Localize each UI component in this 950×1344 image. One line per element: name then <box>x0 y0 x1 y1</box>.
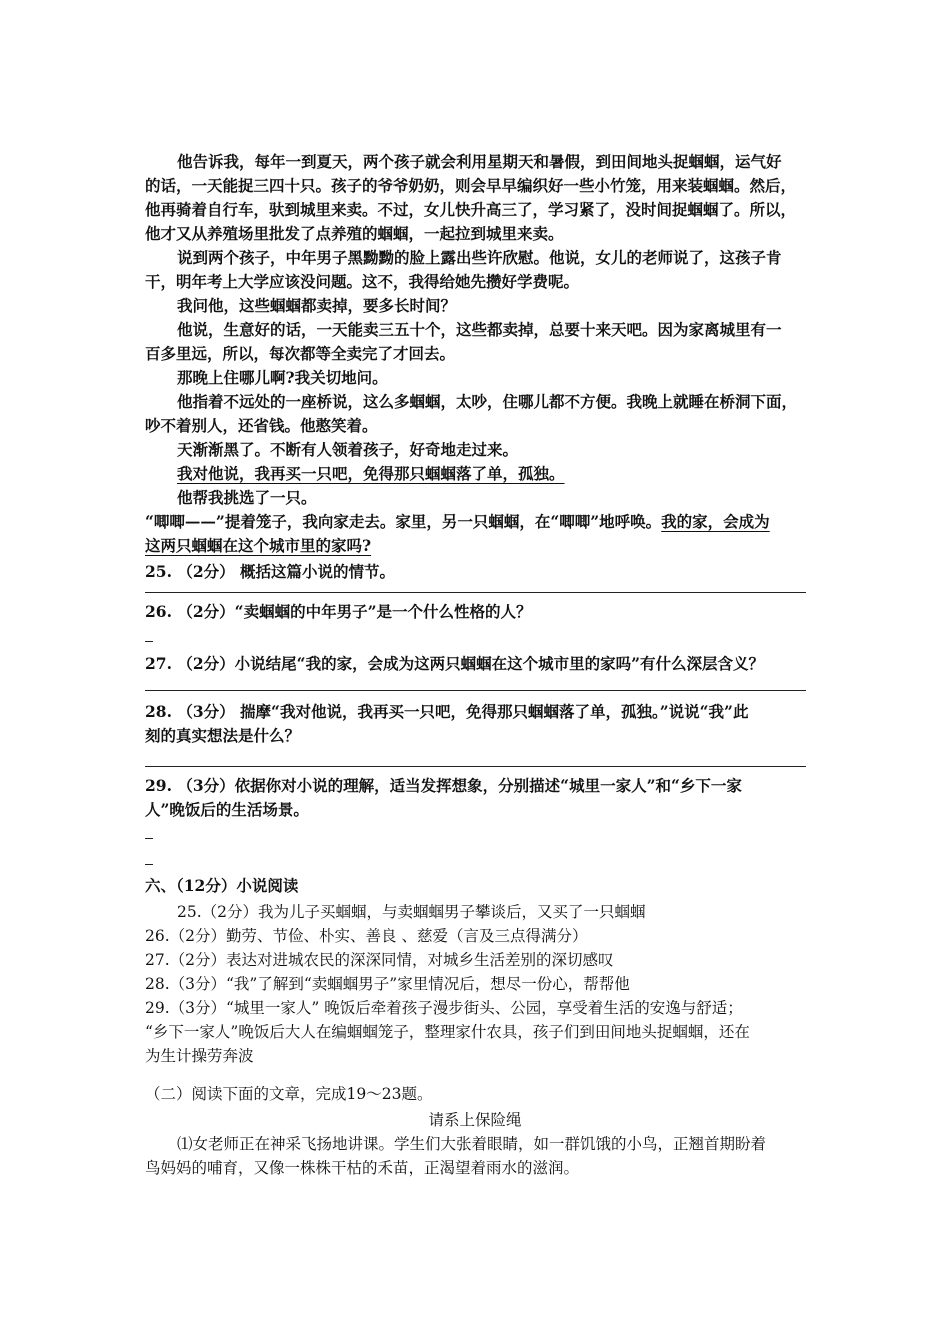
answer-line <box>145 592 806 593</box>
question-25: 25. （2分） 概括这篇小说的情节。 <box>145 562 396 581</box>
passage-line: 他告诉我，每年一到夏天，两个孩子就会利用星期天和暑假，到田间地头捉蝈蝈，运气好 <box>177 152 782 171</box>
answer-line <box>145 864 153 865</box>
answer-26: 26.（2分）勤劳、节俭、朴实、善良 、慈爱（言及三点得满分） <box>145 927 588 945</box>
answer-line <box>145 641 153 642</box>
answer-29-cont: “乡下一家人”晚饭后大人在编蝈蝈笼子，整理家什农具，孩子们到田间地头捉蝈蝈，还在 <box>145 1023 750 1041</box>
passage-line: 我问他，这些蝈蝈都卖掉，要多长时间？ <box>177 296 457 315</box>
passage-line: 百多里远，所以，每次都等全卖完了才回去。 <box>145 344 456 363</box>
passage-line <box>145 510 815 534</box>
underlined-sentence: 这两只蝈蝈在这个城市里的家吗? <box>145 536 372 555</box>
answer-28: 28.（3分）“我”了解到“卖蝈蝈男子”家里情况后，想尽一份心，帮帮他 <box>145 975 630 993</box>
answer-29: 29.（3分）“城里一家人” 晚饭后牵着孩子漫步街头、公园，享受着生活的安逸与舒适； <box>145 999 743 1017</box>
answers-heading: 六、（12分）小说阅读 <box>145 876 299 895</box>
section-intro: （二）阅读下面的文章，完成19～23题。 <box>145 1085 433 1103</box>
underlined-sentence: 我对他说，我再买一只吧，免得那只蝈蝈落了单，孤独。 <box>177 464 565 483</box>
underlined-sentence: 我的家，会成为 <box>661 512 770 531</box>
passage-line: 他说，生意好的话，一天能卖三五十个，这些都卖掉，总要十来天吧。因为家离城里有一 <box>177 320 782 339</box>
passage-line: 干，明年考上大学应该没问题。这不，我得给她先攒好学费呢。 <box>145 272 580 291</box>
question-29: 29. （3分）依据你对小说的理解，适当发挥想象，分别描述“城里一家人”和“乡下一家 <box>145 776 742 795</box>
passage-line: 他指着不远处的一座桥说，这么多蝈蝈，太吵，住哪儿都不方便。我晚上就睡在桥洞下面， <box>177 392 798 411</box>
article-title: 请系上保险绳 <box>428 1111 522 1129</box>
article-paragraph: ⑴女老师正在神采飞扬地讲课。学生们大张着眼睛，如一群饥饿的小鸟，正翘首期盼着 <box>177 1135 767 1153</box>
passage-line: 天渐渐黑了。不断有人领着孩子，好奇地走过来。 <box>177 440 519 459</box>
question-29-cont: 人”晚饭后的生活场景。 <box>145 800 309 819</box>
answer-line <box>145 690 806 691</box>
question-28-cont: 刻的真实想法是什么？ <box>145 726 301 745</box>
passage-line: 他才又从养殖场里批发了点养殖的蝈蝈，一起拉到城里来卖。 <box>145 224 564 243</box>
passage-text: “唧唧——”提着笼子，我向家走去。家里，另一只蝈蝈，在“唧唧”地呼唤。 <box>145 512 662 531</box>
answer-29-cont: 为生计操劳奔波 <box>145 1047 254 1065</box>
answer-line <box>145 838 153 839</box>
question-27: 27. （2分）小说结尾“我的家，会成为这两只蝈蝈在这个城市里的家吗”有什么深层含义？ <box>145 654 764 673</box>
passage-line: 那晚上住哪儿啊?我关切地问。 <box>177 368 388 387</box>
answer-27: 27.（2分）表达对进城农民的深深同情，对城乡生活差别的深切感叹 <box>145 951 614 969</box>
passage-line: 说到两个孩子，中年男子黑黝黝的脸上露出些许欣慰。他说，女儿的老师说了，这孩子肯 <box>177 248 782 267</box>
article-paragraph: 鸟妈妈的哺育，又像一株株干枯的禾苗，正渴望着雨水的滋润。 <box>145 1159 580 1177</box>
passage-line: 的话，一天能捉三四十只。孩子的爷爷奶奶，则会早早编织好一些小竹笼，用来装蝈蝈。然后， <box>145 176 797 195</box>
answer-25: 25.（2分）我为儿子买蝈蝈，与卖蝈蝈男子攀谈后，又买了一只蝈蝈 <box>177 903 646 921</box>
answer-line <box>145 766 806 767</box>
passage-line: 他帮我挑选了一只。 <box>177 488 317 507</box>
question-26: 26. （2分）“卖蝈蝈的中年男子”是一个什么性格的人？ <box>145 602 532 621</box>
passage-line: 吵不着别人，还省钱。他憨笑着。 <box>145 416 378 435</box>
question-28: 28. （3分） 揣摩“我对他说，我再买一只吧，免得那只蝈蝈落了单，孤独。”说说“我”此 <box>145 702 749 721</box>
passage-line: 他再骑着自行车，驮到城里来卖。不过，女儿快升高三了，学习紧了，没时间捉蝈蝈了。所以， <box>145 200 797 219</box>
